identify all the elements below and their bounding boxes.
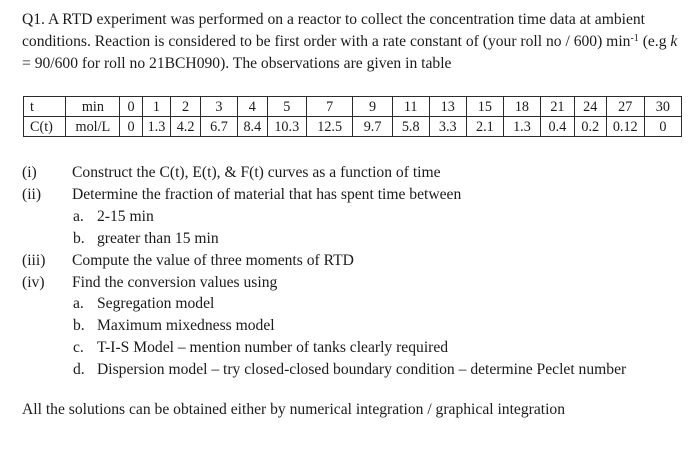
table-cell: 8.4 xyxy=(237,117,267,137)
sub-item-letter: a. xyxy=(73,295,84,312)
sub-item-text: Dispersion model – try closed-closed boundary condition – determine Peclet number xyxy=(97,361,627,378)
table-cell: 2.1 xyxy=(466,117,503,137)
table-cell: 10.3 xyxy=(267,117,306,137)
sub-item-text: Maximum mixedness model xyxy=(97,317,275,334)
table-cell: 0.12 xyxy=(606,117,644,137)
item-number: (ii) xyxy=(22,186,42,203)
question-text-part3: = 90/600 for roll no 21BCH090). The observations are given in table xyxy=(22,55,452,72)
table-cell: 12.5 xyxy=(306,117,353,137)
table-cell: 21 xyxy=(540,97,574,117)
item-number: (i) xyxy=(22,164,37,181)
item-number: (iv) xyxy=(22,274,45,291)
table-cell: 18 xyxy=(503,97,540,117)
row-unit: mol/L xyxy=(66,117,120,137)
table-cell: 0 xyxy=(120,117,142,137)
sub-item-text: greater than 15 min xyxy=(97,230,219,247)
table-cell: 27 xyxy=(606,97,644,117)
table-cell: 0 xyxy=(120,97,142,117)
table-cell: 15 xyxy=(466,97,503,117)
item-text: Determine the fraction of material that has spent time between xyxy=(72,186,462,203)
table-cell: 0 xyxy=(644,117,681,137)
row-unit: min xyxy=(66,97,120,117)
table-cell: 7 xyxy=(306,97,353,117)
table-cell: 11 xyxy=(392,97,429,117)
item-text: Compute the value of three moments of RTD xyxy=(72,252,354,269)
item-number: (iii) xyxy=(22,252,46,269)
table-cell: 3 xyxy=(200,97,237,117)
table-cell: 30 xyxy=(644,97,681,117)
row-label: t xyxy=(24,97,66,117)
unit-superscript: -1 xyxy=(630,33,639,44)
table-cell: 6.7 xyxy=(200,117,237,137)
table-cell: 2 xyxy=(171,97,201,117)
sub-item-letter: b. xyxy=(73,230,85,247)
table-cell: 5 xyxy=(267,97,306,117)
item-text: Find the conversion values using xyxy=(72,274,278,291)
table-cell: 3.3 xyxy=(429,117,466,137)
table-cell: 13 xyxy=(429,97,466,117)
question-text-part2: (e.g xyxy=(638,33,671,50)
row-label: C(t) xyxy=(24,117,66,137)
sub-item-text: T-I-S Model – mention number of tanks clearly required xyxy=(97,339,449,356)
sub-item-letter: d. xyxy=(73,361,85,378)
table-cell: 0.4 xyxy=(540,117,574,137)
sub-item-text: 2-15 min xyxy=(97,208,154,225)
question-text-part1: Q1. A RTD experiment was performed on a reactor to collect the concentration time data at ambient conditions. Reaction is considered to be first order with a rate constant of (your roll no / 600) min xyxy=(22,11,646,50)
table-cell: 4.2 xyxy=(171,117,201,137)
table-cell: 9 xyxy=(353,97,392,117)
sub-item-letter: a. xyxy=(73,208,84,225)
sub-item-text: Segregation model xyxy=(97,295,215,312)
sub-item-letter: b. xyxy=(73,317,85,334)
rate-constant-symbol: k xyxy=(670,33,678,50)
table-cell: 24 xyxy=(574,97,606,117)
table-cell: 4 xyxy=(237,97,267,117)
table-cell: 1.3 xyxy=(142,117,171,137)
table-cell: 1 xyxy=(142,97,171,117)
sub-item-letter: c. xyxy=(73,339,84,356)
table-cell: 0.2 xyxy=(574,117,606,137)
table-cell: 1.3 xyxy=(503,117,540,137)
footer-note: All the solutions can be obtained either by numerical integration / graphical integration xyxy=(22,401,566,418)
item-text: Construct the C(t), E(t), & F(t) curves as a function of time xyxy=(72,164,441,181)
table-cell: 5.8 xyxy=(392,117,429,137)
table-cell: 9.7 xyxy=(353,117,392,137)
